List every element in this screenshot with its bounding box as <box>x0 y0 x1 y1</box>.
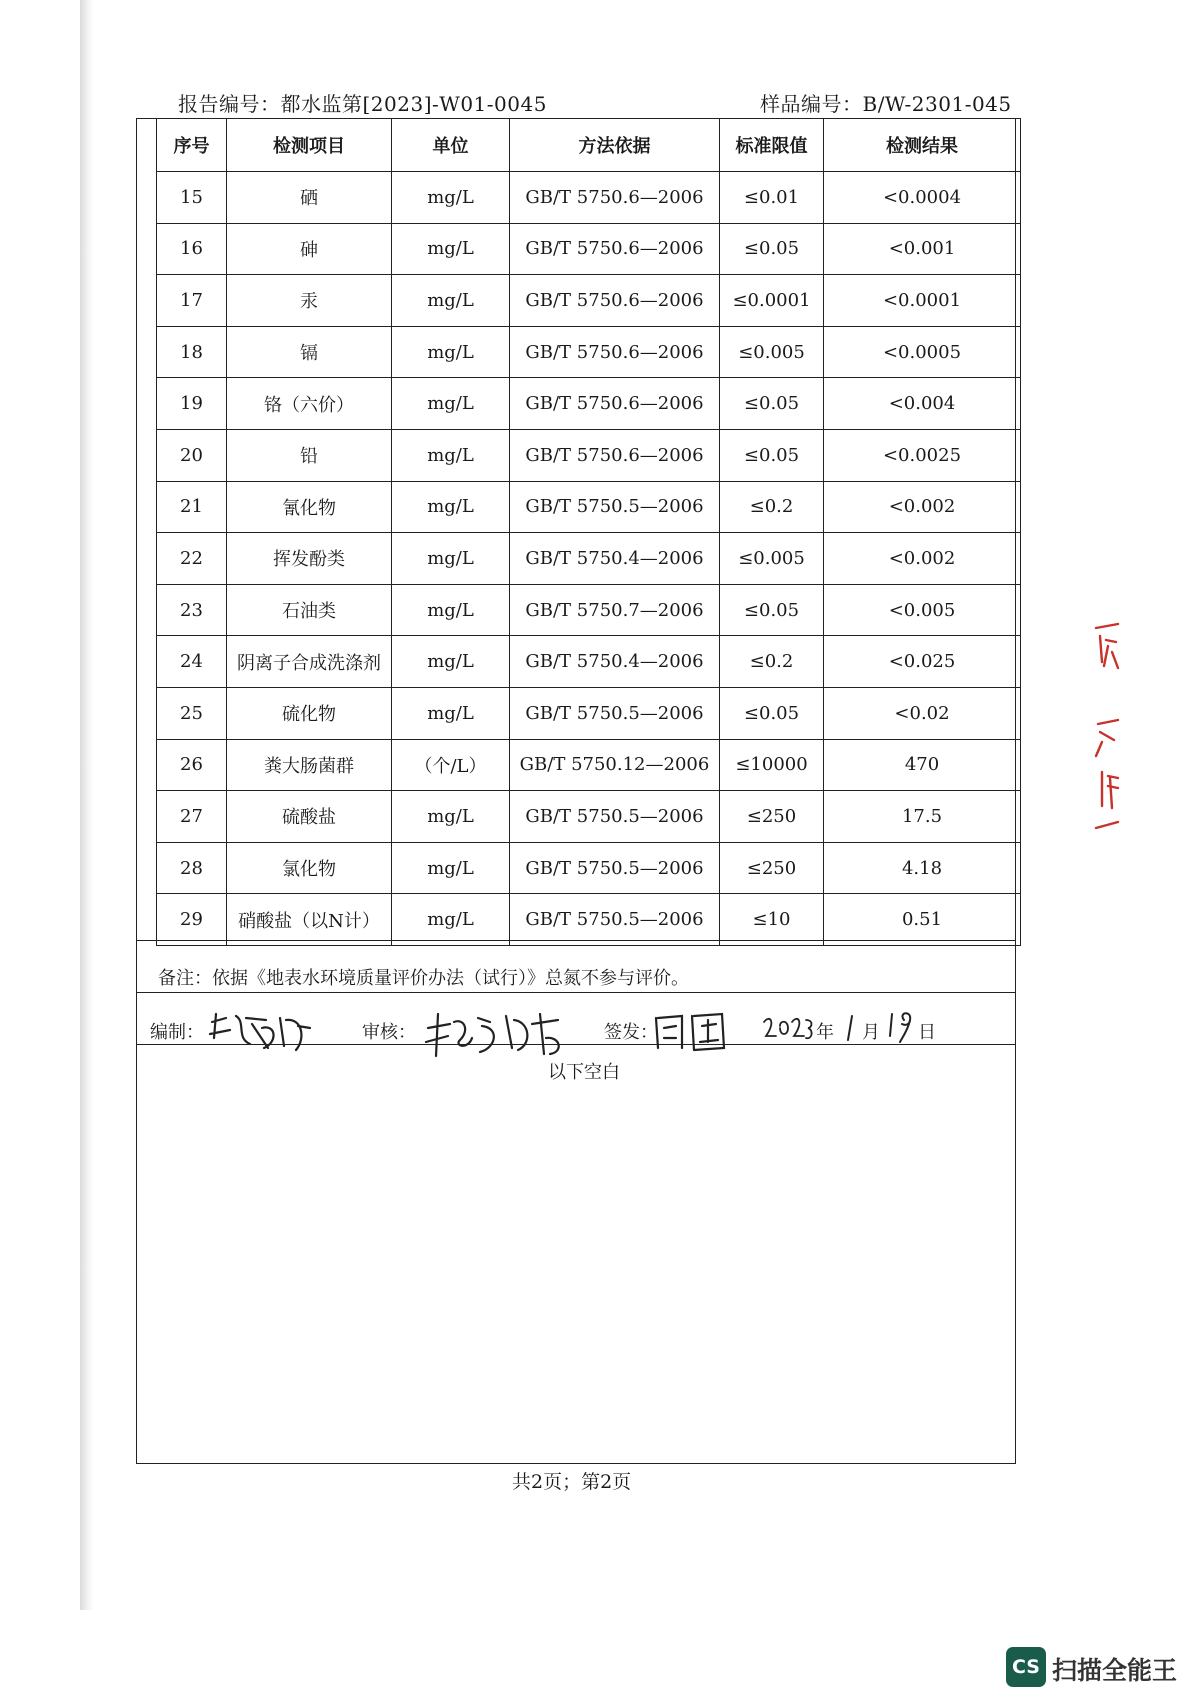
table-cell: ≤0.2 <box>720 481 824 533</box>
table-cell: GB/T 5750.6—2006 <box>510 223 720 275</box>
results-table <box>156 118 1021 946</box>
table-cell: GB/T 5750.7—2006 <box>510 584 720 636</box>
handwritten-month <box>842 1012 858 1044</box>
table-cell: GB/T 5750.6—2006 <box>510 429 720 481</box>
table-cell: 硒 <box>227 172 392 224</box>
reviewed-label: 审核： <box>362 1022 416 1043</box>
table-cell: 氰化物 <box>227 481 392 533</box>
table-cell: 27 <box>157 791 227 843</box>
approved-label: 签发： <box>604 1022 658 1043</box>
table-header-row <box>157 119 1021 172</box>
scanner-app-name: 扫描全能王 <box>1052 1656 1178 1685</box>
table-cell: mg/L <box>392 326 510 378</box>
table-cell: ≤0.005 <box>720 533 824 585</box>
table-cell: mg/L <box>392 172 510 224</box>
table-cell: 挥发酚类 <box>227 533 392 585</box>
table-cell: mg/L <box>392 842 510 894</box>
table-cell: 21 <box>157 481 227 533</box>
table-row <box>157 636 1021 688</box>
table-cell: 4.18 <box>824 842 1021 894</box>
table-cell: 粪大肠菌群 <box>227 739 392 791</box>
compiler-signature <box>206 1008 316 1056</box>
table-cell: GB/T 5750.4—2006 <box>510 636 720 688</box>
table-cell: <0.002 <box>824 533 1021 585</box>
table-cell: 470 <box>824 739 1021 791</box>
remark-divider <box>136 940 1016 941</box>
table-cell: 汞 <box>227 275 392 327</box>
table-cell: ≤0.2 <box>720 636 824 688</box>
table-row <box>157 687 1021 739</box>
table-cell: ≤10000 <box>720 739 824 791</box>
blank-below-note: 以下空白 <box>548 1062 620 1083</box>
table-row <box>157 378 1021 430</box>
table-cell: ≤0.005 <box>720 326 824 378</box>
table-cell: ≤0.05 <box>720 378 824 430</box>
compiled-label: 编制： <box>150 1022 204 1043</box>
table-row <box>157 429 1021 481</box>
table-cell: ≤250 <box>720 842 824 894</box>
table-cell: <0.0005 <box>824 326 1021 378</box>
scan-edge-shadow <box>80 0 94 1610</box>
table-cell: 23 <box>157 584 227 636</box>
table-cell: ≤0.05 <box>720 687 824 739</box>
column-header: 序号 <box>157 119 227 172</box>
table-cell: 22 <box>157 533 227 585</box>
table-cell: <0.0004 <box>824 172 1021 224</box>
table-cell: 18 <box>157 326 227 378</box>
table-cell: 硝酸盐（以N计） <box>227 894 392 946</box>
column-header: 检测项目 <box>227 119 392 172</box>
table-cell: mg/L <box>392 894 510 946</box>
table-cell: 16 <box>157 223 227 275</box>
table-cell: GB/T 5750.5—2006 <box>510 687 720 739</box>
table-cell: 硫酸盐 <box>227 791 392 843</box>
table-cell: <0.002 <box>824 481 1021 533</box>
table-row <box>157 584 1021 636</box>
table-cell: mg/L <box>392 636 510 688</box>
table-row <box>157 739 1021 791</box>
table-cell: GB/T 5750.6—2006 <box>510 326 720 378</box>
table-cell: mg/L <box>392 687 510 739</box>
table-cell: 0.51 <box>824 894 1021 946</box>
table-cell: 15 <box>157 172 227 224</box>
table-cell: GB/T 5750.5—2006 <box>510 791 720 843</box>
report-number: 报告编号：都水监第[2023]-W01-0045 <box>178 92 547 116</box>
table-cell: 24 <box>157 636 227 688</box>
table-cell: （个/L） <box>392 739 510 791</box>
table-row <box>157 894 1021 946</box>
table-cell: 17 <box>157 275 227 327</box>
table-cell: <0.025 <box>824 636 1021 688</box>
table-cell: mg/L <box>392 429 510 481</box>
table-cell: mg/L <box>392 223 510 275</box>
table-cell: mg/L <box>392 481 510 533</box>
table-cell: 氯化物 <box>227 842 392 894</box>
table-cell: 硫化物 <box>227 687 392 739</box>
table-cell: 阴离子合成洗涤剂 <box>227 636 392 688</box>
table-cell: 石油类 <box>227 584 392 636</box>
table-cell: GB/T 5750.12—2006 <box>510 739 720 791</box>
table-row <box>157 791 1021 843</box>
table-cell: GB/T 5750.4—2006 <box>510 533 720 585</box>
table-cell: <0.001 <box>824 223 1021 275</box>
table-cell: 29 <box>157 894 227 946</box>
table-cell: mg/L <box>392 275 510 327</box>
table-cell: mg/L <box>392 584 510 636</box>
table-cell: 28 <box>157 842 227 894</box>
table-cell: ≤0.01 <box>720 172 824 224</box>
table-cell: <0.0001 <box>824 275 1021 327</box>
handwritten-day <box>886 1008 916 1044</box>
sign-divider-top <box>136 992 1016 993</box>
table-cell: <0.02 <box>824 687 1021 739</box>
table-cell: ≤0.05 <box>720 223 824 275</box>
table-cell: 铅 <box>227 429 392 481</box>
table-cell: 20 <box>157 429 227 481</box>
sample-number: 样品编号：B/W-2301-045 <box>760 92 1012 116</box>
seal-fragment-top <box>1092 622 1122 682</box>
column-header: 单位 <box>392 119 510 172</box>
table-cell: GB/T 5750.5—2006 <box>510 842 720 894</box>
remark-text: 备注：依据《地表水环境质量评价办法（试行）》总氮不参与评价。 <box>158 968 689 989</box>
table-cell: 25 <box>157 687 227 739</box>
table-cell: ≤10 <box>720 894 824 946</box>
table-row <box>157 275 1021 327</box>
column-header: 方法依据 <box>510 119 720 172</box>
table-row <box>157 172 1021 224</box>
table-cell: ≤0.05 <box>720 584 824 636</box>
table-cell: mg/L <box>392 791 510 843</box>
table-cell: ≤0.0001 <box>720 275 824 327</box>
table-cell: GB/T 5750.5—2006 <box>510 481 720 533</box>
table-cell: <0.004 <box>824 378 1021 430</box>
handwritten-year <box>762 1012 814 1044</box>
table-cell: mg/L <box>392 533 510 585</box>
column-header: 标准限值 <box>720 119 824 172</box>
table-row <box>157 842 1021 894</box>
seal-fragment-bottom <box>1092 716 1122 836</box>
page-number: 共2页；第2页 <box>512 1471 632 1493</box>
date-year-suffix: 年 <box>816 1022 834 1043</box>
approver-signature <box>652 1008 742 1058</box>
scanner-app-logo: CS <box>1006 1647 1046 1687</box>
table-cell: GB/T 5750.5—2006 <box>510 894 720 946</box>
table-cell: GB/T 5750.6—2006 <box>510 172 720 224</box>
table-row <box>157 533 1021 585</box>
sign-divider-bottom <box>136 1044 1016 1045</box>
table-cell: <0.0025 <box>824 429 1021 481</box>
table-cell: mg/L <box>392 378 510 430</box>
table-cell: 17.5 <box>824 791 1021 843</box>
table-cell: <0.005 <box>824 584 1021 636</box>
table-cell: 铬（六价） <box>227 378 392 430</box>
table-cell: ≤0.05 <box>720 429 824 481</box>
table-cell: 19 <box>157 378 227 430</box>
table-cell: GB/T 5750.6—2006 <box>510 378 720 430</box>
column-header: 检测结果 <box>824 119 1021 172</box>
date-day-suffix: 日 <box>918 1022 936 1043</box>
table-cell: ≤250 <box>720 791 824 843</box>
table-row <box>157 326 1021 378</box>
table-cell: GB/T 5750.6—2006 <box>510 275 720 327</box>
date-month-suffix: 月 <box>862 1022 880 1043</box>
table-row <box>157 481 1021 533</box>
table-cell: 26 <box>157 739 227 791</box>
reviewer-signature <box>420 1008 570 1062</box>
table-cell: 镉 <box>227 326 392 378</box>
table-row <box>157 223 1021 275</box>
table-cell: 砷 <box>227 223 392 275</box>
